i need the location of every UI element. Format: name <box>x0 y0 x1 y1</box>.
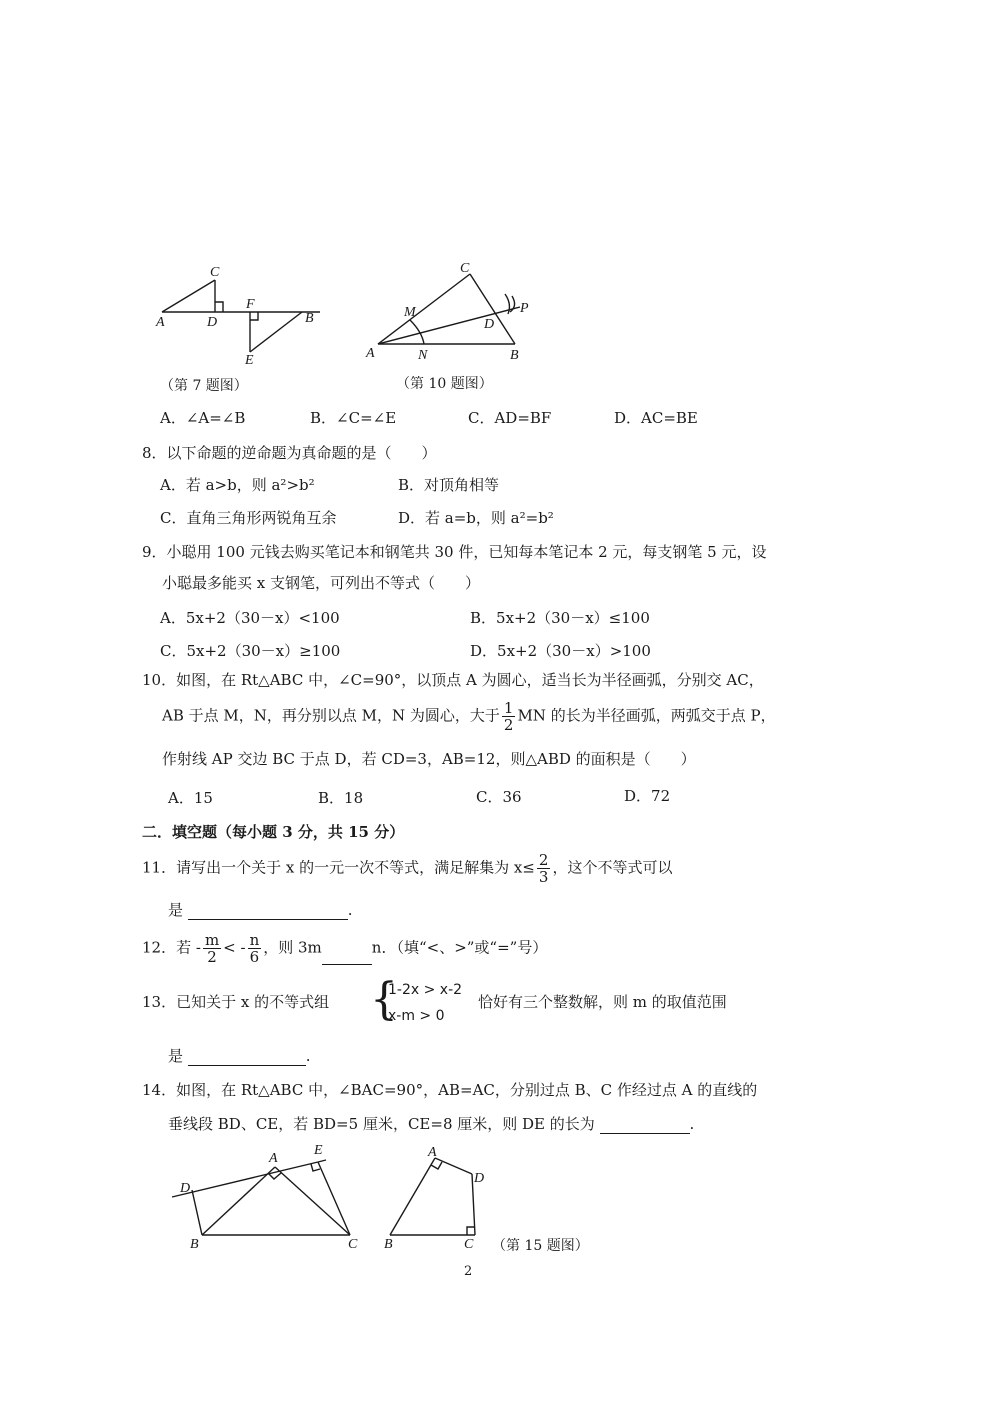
fig7-label-a: A <box>156 315 165 330</box>
q8-option-a: A．若 a>b，则 a²>b² <box>160 476 315 494</box>
figure-10 <box>360 262 540 367</box>
q10-option-c: C．36 <box>476 788 522 806</box>
fig10-label-m: M <box>404 305 416 320</box>
q11-line1b: ，这个不等式可以 <box>552 858 673 877</box>
q7-option-d: D．AC=BE <box>614 409 698 427</box>
fig10-label-c: C <box>460 262 470 276</box>
q9-line2: 小聪最多能买 x 支钢笔，可列出不等式（ ） <box>162 574 480 592</box>
figure-15 <box>380 1140 500 1250</box>
q14-line2b: . <box>689 1115 695 1133</box>
q7-option-c: C．AD=BF <box>468 409 552 427</box>
q10-option-b: B．18 <box>318 789 364 807</box>
q10-line2b: MN 的长为半径画弧，两弧交于点 P， <box>517 706 776 725</box>
fig10-label-d: D <box>484 317 495 332</box>
q13-prefix: 13．已知关于 x 的不等式组 <box>142 993 330 1011</box>
fig15-label-a: A <box>428 1145 437 1160</box>
fig14-label-e: E <box>314 1143 323 1158</box>
q8-option-c: C．直角三角形两锐角互余 <box>160 509 337 527</box>
q9-option-d: D．5x+2（30－x）>100 <box>470 642 651 660</box>
q11-answer-blank[interactable] <box>188 903 348 920</box>
q10-option-d: D．72 <box>624 787 671 805</box>
q9-option-c: C．5x+2（30－x）≥100 <box>160 642 341 660</box>
q12-prefix: 12．若 - <box>142 938 201 957</box>
q9-line1: 9．小聪用 100 元钱去购买笔记本和钢笔共 30 件，已知每本笔记本 2 元，每支钢笔 5 元，设 <box>142 543 767 561</box>
q11-line1a: 11．请写出一个关于 x 的一元一次不等式，满足解集为 x≤ <box>142 858 535 877</box>
q12-fraction-m: $\frac{m}{2}$ <box>204 931 220 966</box>
q13-answer-blank[interactable] <box>188 1049 306 1066</box>
q14-line2 <box>168 1114 694 1134</box>
fig14-label-b: B <box>190 1237 199 1250</box>
q12-fraction-n: $\frac{n}{6}$ <box>249 931 260 966</box>
q11-line2b: . <box>347 901 353 919</box>
fig14-label-a: A <box>269 1151 278 1166</box>
q9-option-a: A．5x+2（30－x）<100 <box>160 609 340 627</box>
q7-option-a: A．∠A=∠B <box>160 409 246 427</box>
fig10-label-b: B <box>510 348 519 363</box>
q12-suffix1: ，则 3m <box>263 938 322 957</box>
fig14-label-d: D <box>180 1181 191 1196</box>
fig10-label-a: A <box>366 346 375 361</box>
q7-option-b: B．∠C=∠E <box>310 409 397 427</box>
section-2-title: 二．填空题（每小题 3 分，共 15 分） <box>142 823 405 841</box>
fig15-caption: （第 15 题图） <box>492 1238 589 1254</box>
fig10-caption: （第 10 题图） <box>396 376 493 392</box>
q14-answer-blank[interactable] <box>600 1117 690 1134</box>
q9-option-b: B．5x+2（30－x）≤100 <box>470 609 650 627</box>
q12-suffix2: n．（填“<、>”或“=”号） <box>371 938 548 957</box>
page-number: 2 <box>464 1264 473 1279</box>
q13-ineq2: x-m > 0 <box>388 1008 445 1024</box>
q13-suffix: 恰好有三个整数解，则 m 的取值范围 <box>478 993 727 1011</box>
fig15-label-b: B <box>384 1237 393 1250</box>
fig10-label-p: P <box>520 301 529 316</box>
q10-option-a: A．15 <box>168 789 213 807</box>
fig14-label-c: C <box>348 1237 358 1250</box>
q13-line2b: . <box>305 1047 311 1065</box>
q10-line2 <box>162 700 776 733</box>
q11-fraction: $\frac{2}{3}$ <box>538 851 549 886</box>
fig15-label-d: D <box>474 1171 485 1186</box>
q10-line2a: AB 于点 M，N，再分别以点 M，N 为圆心，大于 <box>162 706 500 725</box>
q8-stem: 8．以下命题的逆命题为真命题的是（ ） <box>142 444 437 462</box>
q13-line2 <box>168 1046 311 1066</box>
q11-line2 <box>168 900 353 920</box>
q11-line2a: 是 <box>168 901 184 919</box>
q12-answer-blank[interactable] <box>322 948 372 965</box>
q8-option-d: D．若 a=b，则 a²=b² <box>398 509 554 527</box>
figure-7 <box>150 262 330 367</box>
q14-line2a: 垂线段 BD、CE，若 BD=5 厘米，CE=8 厘米，则 DE 的长为 <box>168 1115 595 1133</box>
q13-brace: { <box>370 974 398 1025</box>
fig15-label-c: C <box>464 1237 474 1250</box>
q12-line <box>142 932 547 965</box>
q13-line2a: 是 <box>168 1047 184 1065</box>
fig7-caption: （第 7 题图） <box>160 378 248 394</box>
fig7-label-b: B <box>305 311 314 326</box>
fig10-label-n: N <box>418 348 428 363</box>
fig7-label-e: E <box>245 353 254 367</box>
fig7-label-d: D <box>207 315 218 330</box>
q10-fraction: $\frac{1}{2}$ <box>503 699 514 734</box>
q11-line1 <box>142 852 672 885</box>
q8-option-b: B．对顶角相等 <box>398 476 500 494</box>
fig7-label-f: F <box>246 297 255 312</box>
fig7-label-c: C <box>210 265 220 280</box>
q12-mid: < - <box>223 938 246 957</box>
q14-line1: 14．如图，在 Rt△ABC 中，∠BAC=90°，AB=AC，分别过点 B、C 作经过点 A 的直线的 <box>142 1081 758 1099</box>
figure-14 <box>168 1140 368 1250</box>
q10-line3: 作射线 AP 交边 BC 于点 D，若 CD=3，AB=12，则△ABD 的面积是（ ） <box>162 750 696 768</box>
q13-ineq1: 1-2x > x-2 <box>388 982 463 998</box>
q10-line1: 10．如图，在 Rt△ABC 中，∠C=90°，以顶点 A 为圆心，适当长为半径画弧，分别交 AC， <box>142 671 764 689</box>
